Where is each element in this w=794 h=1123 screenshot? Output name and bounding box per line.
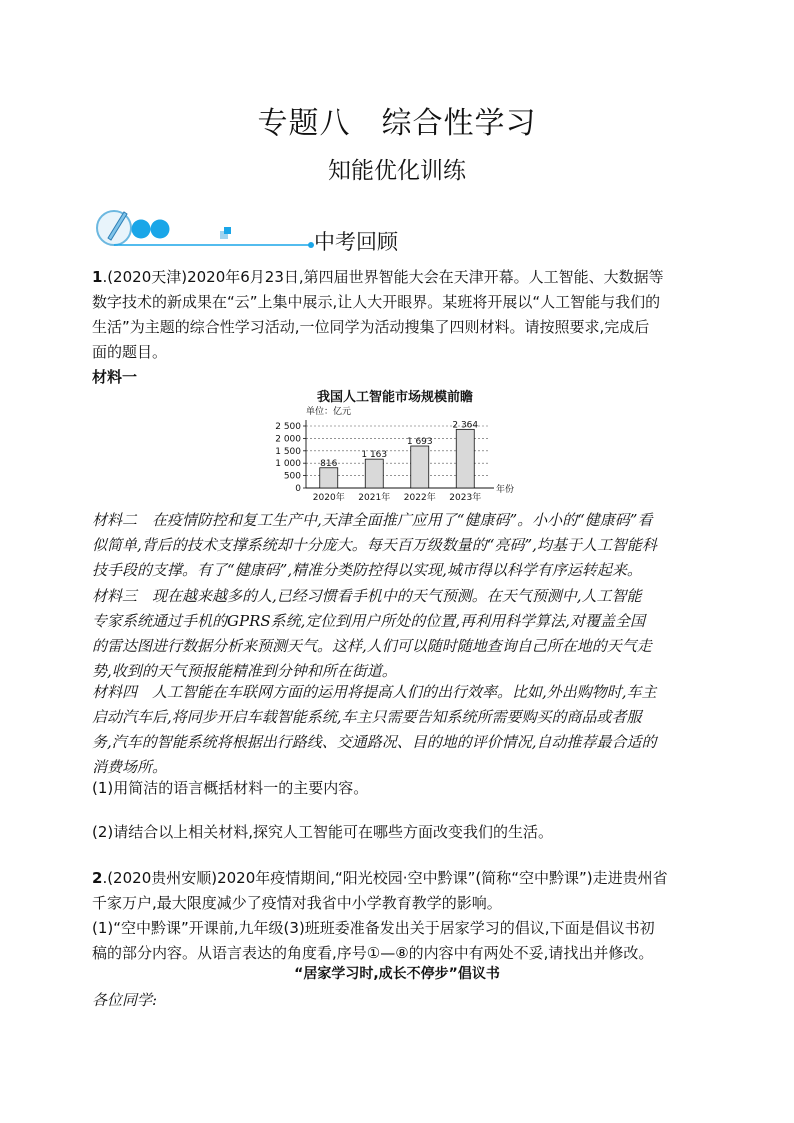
data-label: 2 364 [452, 420, 479, 431]
q1-intro [92, 265, 698, 390]
section-heading: 中考回顾 [314, 230, 398, 254]
q2-sub1-line: (1)“空中黔课”开课前,九年级(3)班班委准备发出关于居家学习的倡议,下面是倡议书初 [92, 919, 655, 937]
q1-intro-line: .(2020天津)2020年6月23日,第四届世界智能大会在天津开幕。人工智能、大数据等 [102, 268, 664, 286]
chart-unit-label: 单位：亿元 [306, 407, 352, 417]
material2-line: 技手段的支撑。有了“健康码”,精准分类防控得以实现,城市得以科学有序运转起来。 [92, 561, 642, 579]
q1-sub1: (1)用简洁的语言概括材料一的主要内容。 [92, 779, 369, 797]
x-tick-label: 2022年 [403, 493, 436, 503]
y-tick-label: 500 [283, 471, 301, 482]
data-label: 1 693 [406, 437, 433, 448]
y-tick-label: 2 500 [275, 422, 301, 432]
material4-text [92, 680, 698, 780]
chart-title: 我国人工智能市场规模前瞻 [316, 390, 473, 405]
proposal-title: “居家学习时,成长不停步”倡议书 [294, 966, 500, 982]
bar [456, 429, 474, 488]
q1-sub2: (2)请结合以上相关材料,探究人工智能可在哪些方面改变我们的生活。 [92, 823, 554, 841]
q2-intro [92, 866, 698, 966]
x-axis-label: 年份 [496, 485, 515, 495]
q1-intro-line: 生活”为主题的综合性学习活动,一位同学为活动搜集了四则材料。请按照要求,完成后 [92, 318, 650, 336]
proposal-greeting: 各位同学: [92, 991, 158, 1009]
q2-intro-line: .(2020贵州安顺)2020年疫情期间,“阳光校园·空中黔课”(简称“空中黔课”)走进贵州省 [102, 869, 668, 887]
x-tick-label: 2023年 [449, 493, 482, 503]
bar [320, 468, 338, 488]
x-tick-label: 2021年 [358, 493, 391, 503]
material2-line: 材料二 在疫情防控和复工生产中,天津全面推广应用了“健康码”。小小的“健康码”看 [92, 511, 653, 529]
data-label: 1 163 [361, 450, 388, 461]
material4-line: 务,汽车的智能系统将根据出行路线、交通路况、目的地的评价情况,自动推荐最合适的 [92, 733, 657, 751]
q1-intro-line: 数字技术的新成果在“云”上集中展示,让人大开眼界。某班将开展以“人工智能与我们的 [92, 293, 661, 311]
y-tick-label: 1 500 [275, 446, 301, 457]
page-title: 专题八 综合性学习 [257, 106, 537, 141]
x-tick-label: 2020年 [312, 493, 345, 503]
material3-line: 势,收到的天气预报能精准到分钟和所在街道。 [92, 662, 397, 680]
bar [411, 446, 429, 488]
section-banner-art [94, 200, 324, 252]
page-subtitle: 知能优化训练 [328, 158, 466, 184]
material3-line: 专家系统通过手机的GPRS系统,定位到用户所处的位置,再利用科学算法,对覆盖全国 [92, 612, 645, 630]
material4-line: 材料四 人工智能在车联网方面的运用将提高人们的出行效率。比如,外出购物时,车主 [92, 683, 657, 701]
q2-sub1-line: 稿的部分内容。从语言表达的角度看,序号①—⑧的内容中有两处不妥,请找出并修改。 [92, 944, 654, 962]
bar [365, 459, 383, 488]
y-tick-label: 1 000 [275, 459, 301, 470]
material4-line: 启动汽车后,将同步开启车载智能系统,车主只需要告知系统所需要购买的商品或者服 [92, 708, 642, 726]
q1-number: 1 [92, 268, 103, 286]
material2-line: 似简单,背后的技术支撑系统却十分庞大。每天百万级数量的“亮码”,均基于人工智能科 [92, 536, 657, 554]
material2-text [92, 508, 698, 583]
material3-line: 材料三 现在越来越多的人,已经习惯看手机中的天气预测。在天气预测中,人工智能 [92, 587, 642, 605]
material1-label: 材料一 [92, 368, 138, 386]
y-tick-label: 2 000 [275, 434, 301, 445]
material3-text [92, 584, 698, 684]
q2-number: 2 [92, 869, 103, 887]
q2-intro-line: 千家万户,最大限度减少了疫情对我省中小学教育教学的影响。 [92, 894, 502, 912]
bubble-dot-icon [151, 220, 170, 239]
market-size-bar-chart [260, 384, 530, 508]
bubble-dot-icon [132, 220, 151, 239]
square-deco-icon [224, 227, 231, 234]
data-label: 816 [320, 458, 338, 469]
q1-intro-line: 面的题目。 [92, 343, 168, 361]
y-tick-label: 0 [295, 484, 301, 494]
material3-line: 的雷达图进行数据分析来预测天气。这样,人们可以随时随地查询自己所在地的天气走 [92, 637, 652, 655]
material4-line: 消费场所。 [92, 758, 168, 776]
